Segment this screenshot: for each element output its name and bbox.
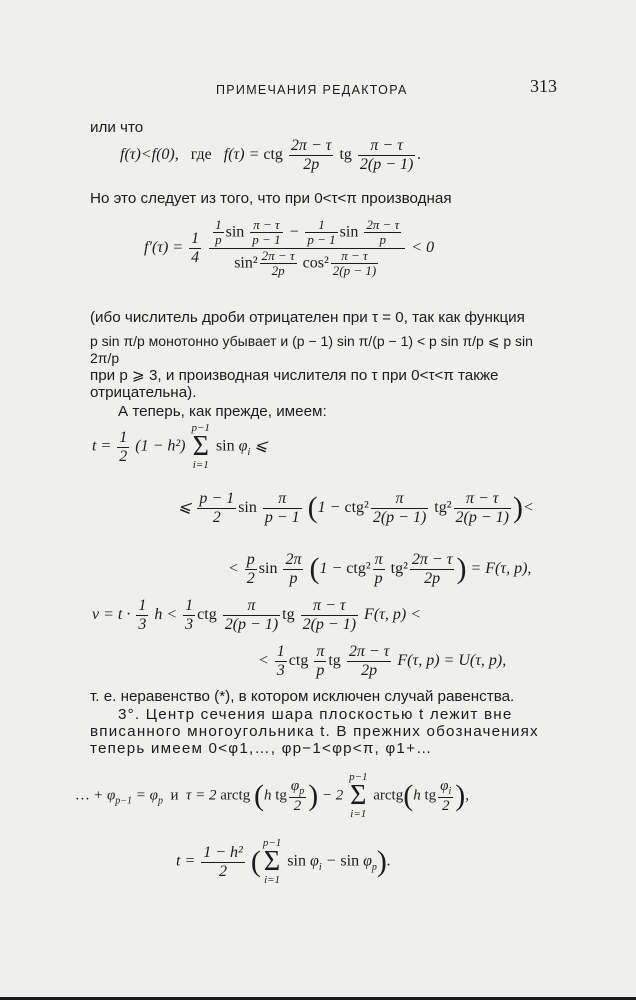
paragraph-strict: т. е. неравенство (*), в котором исключен случай равенства.	[90, 688, 515, 705]
paragraph-intro: или что	[90, 119, 144, 136]
formula-derivative: f′(τ) = $\frac{1}{4}$ $\frac{1}{p}$ sin $\frac{\pi - \tau}{p - 1}$ − $\frac{1}{p - 1}$ sin $\frac{2\pi - \tau}{p}$ sin² $\frac{2\pi - \tau}{2p}$ cos² $\frac{\pi - \tau}{2(p - 1)}$ < 0	[144, 217, 435, 278]
page-number: 313	[530, 76, 557, 96]
formula-tau: … + $\varphi_{p-1} = \varphi_p$ и τ = 2 arctg (h tg $\frac{\varphi_p}{2}$ ) − 2 p−1 Σ i=1 arctg(h tg $\frac{\varphi_i}{2}$ ),	[76, 771, 469, 820]
formula-bound-1: ⩽ $\frac{p - 1}{2}$ sin $\frac{\pi}{p - 1}$ (1 − ctg² $\frac{\pi}{2(p - 1)}$ tg² $\frac{\pi - \tau}{2(p - 1)}$ )<	[178, 490, 534, 526]
formula-bound-2: < $\frac{p}{2}$ sin $\frac{2\pi}{p}$ (1 − ctg² $\frac{\pi}{p}$ tg² $\frac{2\pi - \tau}{2p}$ ) = F(τ, p),	[228, 551, 532, 587]
formula-volume-final: < $\frac{1}{3}$ ctg $\frac{\pi}{p}$ tg $\frac{2\pi - \tau}{2p}$ F(τ, p) = U(τ, p),	[258, 643, 507, 679]
paragraph-monotonic: p sin π/p монотонно убывает и (p − 1) sin π/(p − 1) < p sin π/p ⩽ p sin 2π/p	[90, 333, 533, 366]
paragraph-derivative-numerator: при p ⩾ 3, и производная числителя по τ при 0<τ<π также отрицательна).	[90, 367, 499, 401]
paragraph-case-3: 3°. Центр сечения шара плоскостью t лежит вне вписанного многоугольника t. В прежних обозначениях теперь имеем 0<φ1,…, φp−1<φp<π, φ1+…	[90, 706, 539, 757]
formula-t-sum: t = $\frac{1}{2}$ (1 − h²) p−1 Σ i=1 $\sin \varphi_i$ ⩽	[92, 422, 268, 471]
formula-t-final: t = $\frac{\text{1 − h²}}{2}$ ( p−1 Σ i=1 $\sin \varphi_i - \sin \varphi_p$).	[176, 837, 391, 886]
paragraph-derivative-intro: Но это следует из того, что при 0<τ<π производная	[90, 190, 452, 207]
paragraph-now: А теперь, как прежде, имеем:	[118, 403, 327, 420]
running-header: ПРИМЕЧАНИЯ РЕДАКТОРА	[216, 83, 408, 97]
paragraph-because: (ибо числитель дроби отрицателен при τ = 0, так как функция	[90, 309, 525, 326]
formula-volume-bound: v = t · $\frac{1}{3}$ h < $\frac{1}{3}$ ctg $\frac{\pi}{2(p - 1)}$ tg $\frac{\pi - \tau}{2(p - 1)}$ F(τ, p) <	[92, 597, 421, 633]
formula-f-inequality: f(τ)<f(0), где f(τ) = ctg $\frac{2\pi - \tau}{2p}$ tg $\frac{\pi - \tau}{2(p - 1)}$ .	[120, 137, 422, 173]
